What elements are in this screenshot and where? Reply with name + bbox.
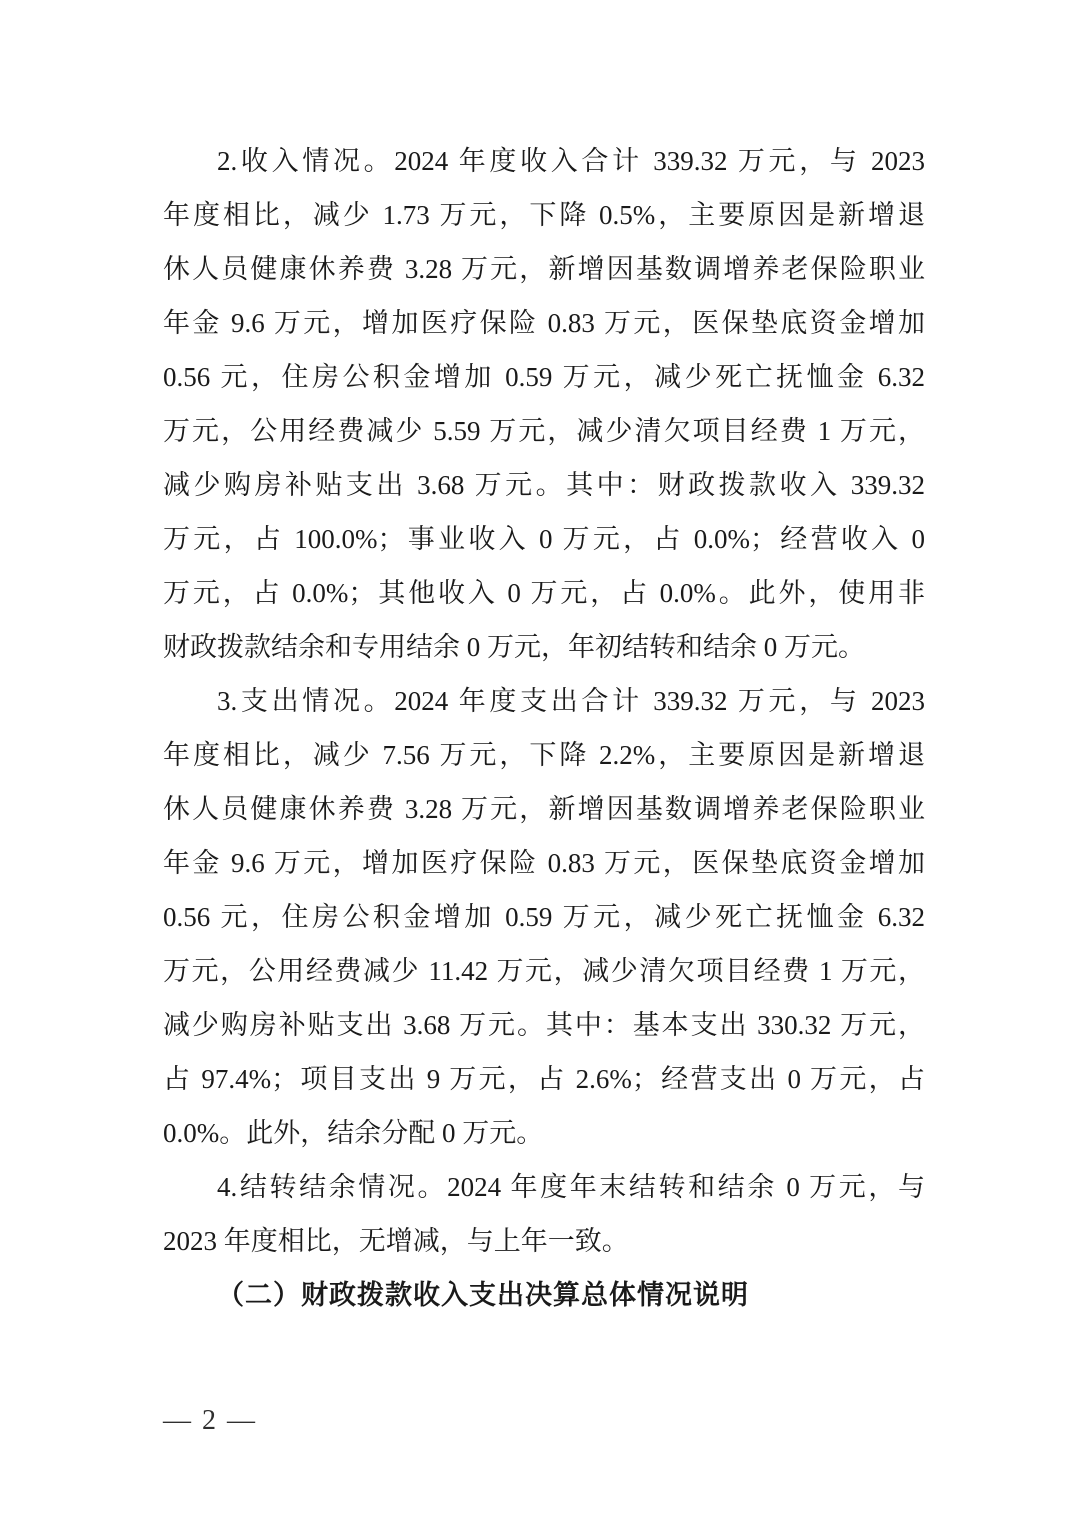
- text-line: 2023 年度相比，无增减，与上年一致。: [163, 1226, 629, 1256]
- text-line: 2.收入情况。2024 年度收入合计 339.32 万元，与 2023: [217, 146, 925, 176]
- text-line: 万元，占 0.0%；其他收入 0 万元，占 0.0%。此外，使用非: [163, 578, 925, 608]
- text-line: 万元，公用经费减少 11.42 万元，减少清欠项目经费 1 万元，: [163, 956, 925, 986]
- text-line: 减少购房补贴支出 3.68 万元。其中：财政拨款收入 339.32: [163, 470, 925, 500]
- text-line: （二）财政拨款收入支出决算总体情况说明: [217, 1280, 749, 1310]
- text-line: 休人员健康休养费 3.28 万元，新增因基数调增养老保险职业: [163, 254, 925, 284]
- text-line: 0.56 元，住房公积金增加 0.59 万元，减少死亡抚恤金 6.32: [163, 362, 925, 392]
- text-line: 万元，占 100.0%；事业收入 0 万元，占 0.0%；经营收入 0: [163, 524, 925, 554]
- text-line: 4.结转结余情况。2024 年度年末结转和结余 0 万元，与: [217, 1172, 925, 1202]
- text-line: 年度相比，减少 1.73 万元，下降 0.5%，主要原因是新增退: [163, 200, 925, 230]
- text-line: 0.0%。此外，结余分配 0 万元。: [163, 1118, 544, 1148]
- text-line: 3.支出情况。2024 年度支出合计 339.32 万元，与 2023: [217, 686, 925, 716]
- paragraph: [163, 1160, 925, 1268]
- section-heading: [163, 1268, 925, 1322]
- text-line: 年金 9.6 万元，增加医疗保险 0.83 万元，医保垫底资金增加: [163, 308, 925, 338]
- page-number: — 2 —: [163, 1405, 257, 1436]
- text-line: 减少购房补贴支出 3.68 万元。其中：基本支出 330.32 万元，: [163, 1010, 925, 1040]
- paragraph: [163, 134, 925, 674]
- text-line: 0.56 元，住房公积金增加 0.59 万元，减少死亡抚恤金 6.32: [163, 902, 925, 932]
- paragraph: [163, 674, 925, 1160]
- document-body: [163, 134, 925, 1322]
- text-line: 财政拨款结余和专用结余 0 万元，年初结转和结余 0 万元。: [163, 632, 865, 662]
- text-line: 年度相比，减少 7.56 万元，下降 2.2%，主要原因是新增退: [163, 740, 925, 770]
- text-line: 占 97.4%；项目支出 9 万元，占 2.6%；经营支出 0 万元，占: [163, 1064, 925, 1094]
- text-line: 休人员健康休养费 3.28 万元，新增因基数调增养老保险职业: [163, 794, 925, 824]
- text-line: 年金 9.6 万元，增加医疗保险 0.83 万元，医保垫底资金增加: [163, 848, 925, 878]
- text-line: 万元，公用经费减少 5.59 万元，减少清欠项目经费 1 万元，: [163, 416, 925, 446]
